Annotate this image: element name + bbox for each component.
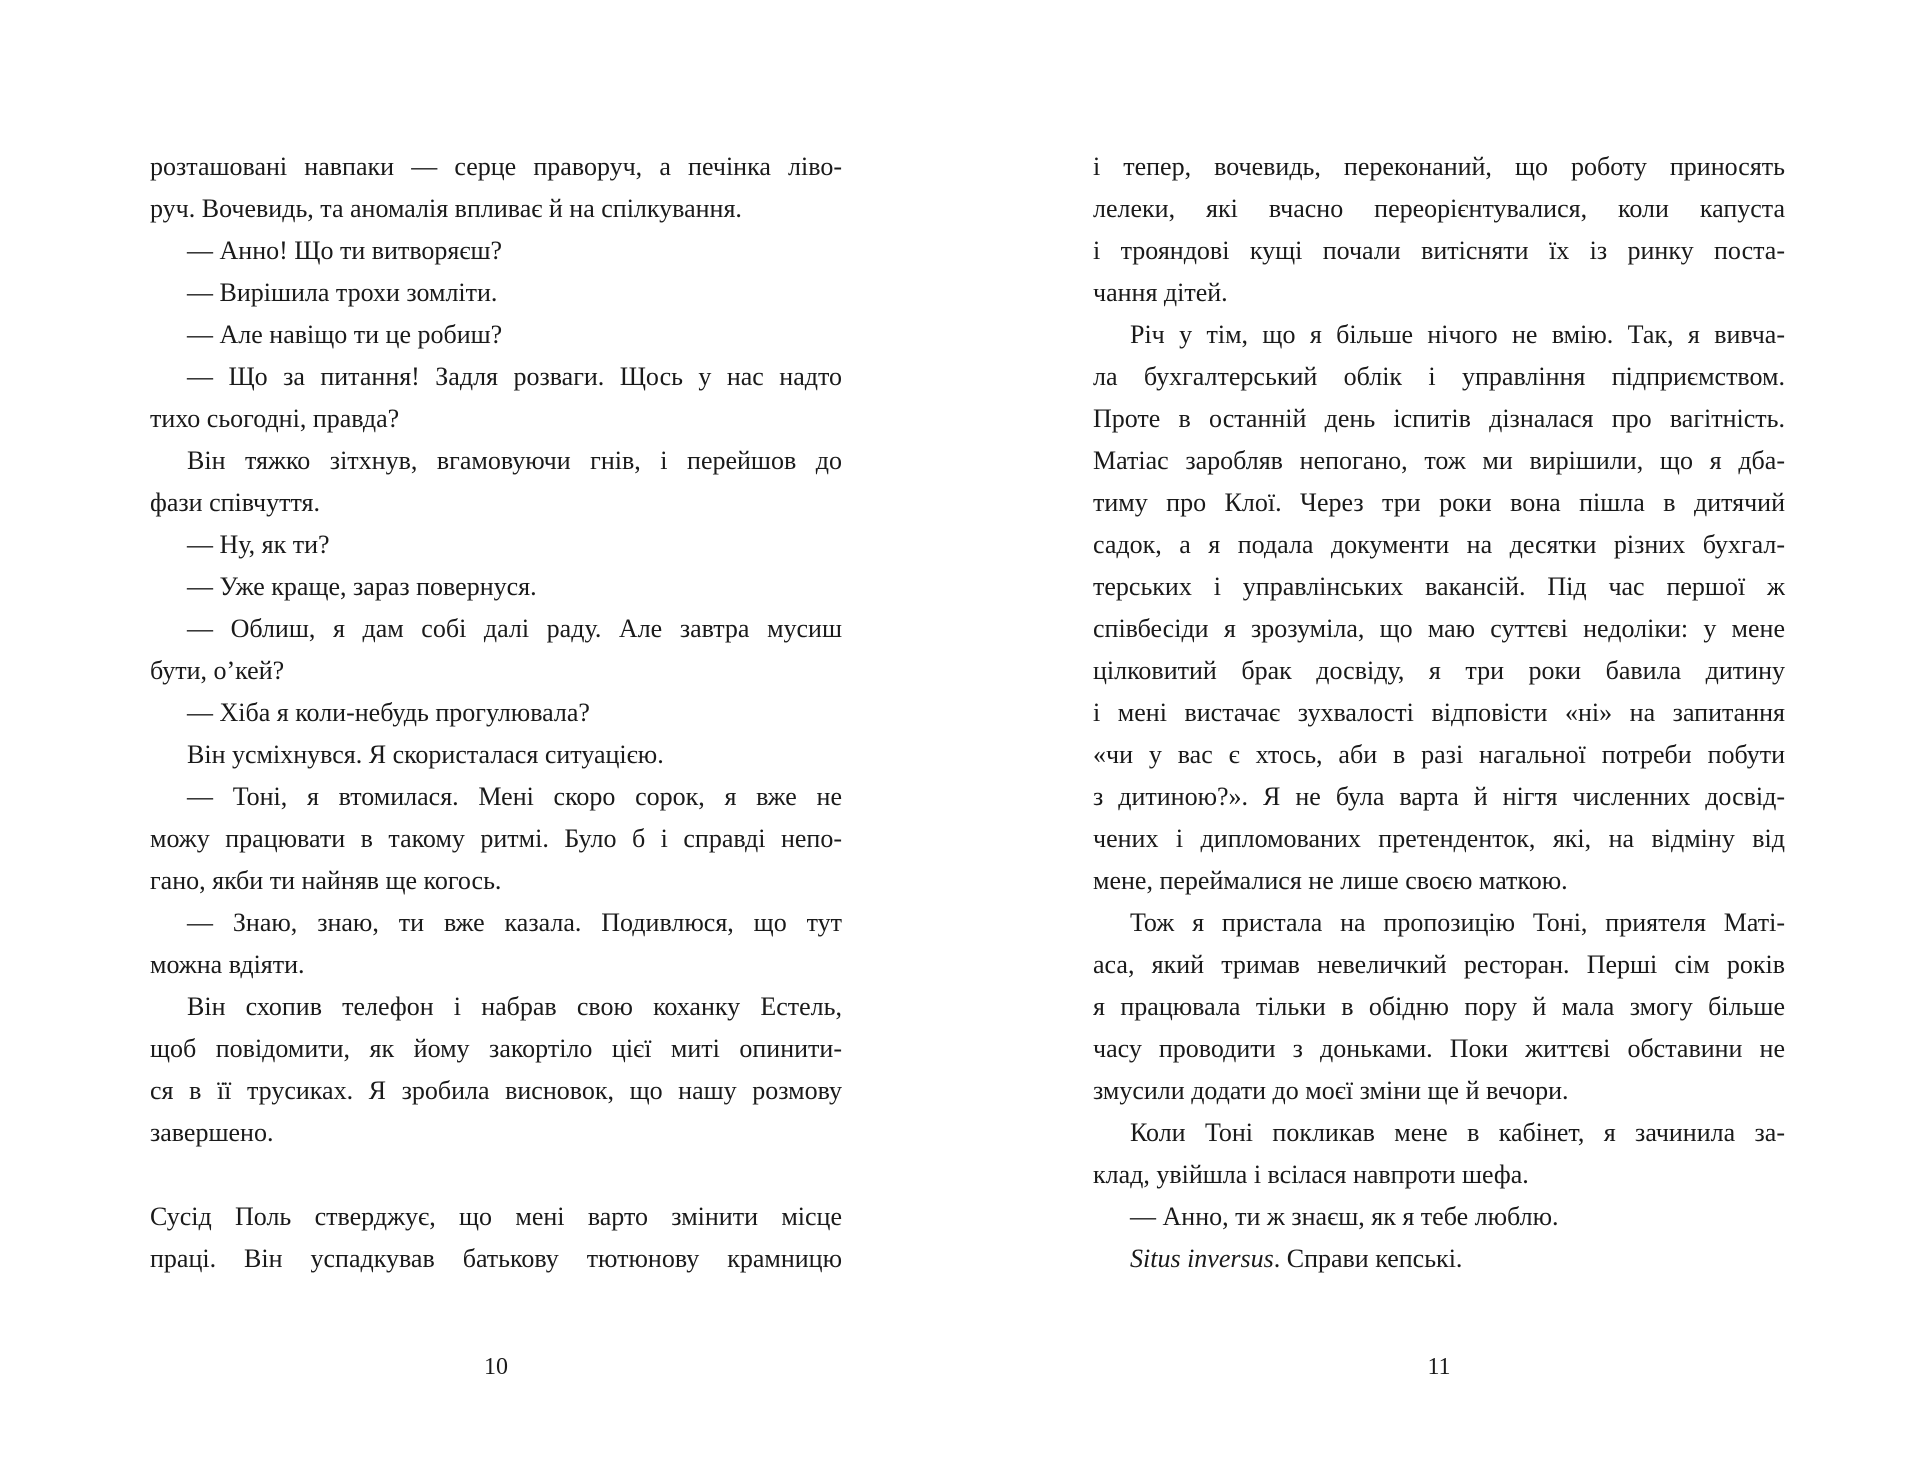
text-line: Коли Тоні покликав мене в кабінет, я зачинила за- [1130,1118,1785,1147]
text-line: бути, о’кей? [150,656,285,685]
dialogue-line: — Знаю, знаю, ти вже казала. Подивлюся, що тут [187,908,842,937]
right-page [1093,146,1785,1280]
text-line: і трояндові кущі почали витісняти їх із ринку поста- [1093,236,1785,265]
text-line: можу працювати в такому ритмі. Було б і справді непо- [150,824,842,853]
text-line: ся в її трусиках. Я зробила висновок, що нашу розмову [150,1076,842,1105]
dialogue-line: — Анно! Що ти витворяєш? [187,236,503,265]
text-line: чання дітей. [1093,278,1228,307]
section-break [150,1154,842,1196]
dialogue-line: — Уже краще, зараз повернуся. [187,572,537,601]
text-line: щоб повідомити, як йому закортіло цієї миті опинити- [150,1034,842,1063]
text-line: клад, увійшла і всілася навпроти шефа. [1093,1160,1529,1189]
text-line: Тож я пристала на пропозицію Тоні, приятеля Маті- [1130,908,1785,937]
text-line: гано, якби ти найняв ще когось. [150,866,502,895]
text-line: завершено. [150,1118,274,1147]
text-line: мене, переймалися не лише своєю маткою. [1093,866,1568,895]
text-line: співбесіди я зрозуміла, що маю суттєві недоліки: у мене [1093,614,1785,643]
dialogue-line: — Ну, як ти? [187,530,330,559]
dialogue-line: — Хіба я коли-небудь прогулювала? [187,698,590,727]
text-line: ла бухгалтерський облік і управління підприємством. [1093,362,1785,391]
text-line: і мені вистачає зухвалості відповісти «ні» на запитання [1093,698,1785,727]
text-line: Сусід Поль стверджує, що мені варто змінити місце [150,1202,842,1231]
text-line: з дитиною?». Я не була варта й нігтя численних досвід- [1093,782,1785,811]
dialogue-line: — Вирішила трохи зомліти. [187,278,498,307]
text-line: і тепер, вочевидь, переконаний, що роботу приносять [1093,152,1785,181]
text-line: аса, який тримав невеличкий ресторан. Перші сім років [1093,950,1785,979]
page-number-left: 10 [484,1354,508,1380]
text-line: чених і дипломованих претенденток, які, на відміну від [1093,824,1785,853]
dialogue-line: — Але навіщо ти це робиш? [187,320,503,349]
text-line: Він тяжко зітхнув, вгамовуючи гнів, і перейшов до [187,446,842,475]
text-line: фази співчуття. [150,488,320,517]
text-line: можна вдіяти. [150,950,305,979]
text-line: змусили додати до моєї зміни ще й вечори. [1093,1076,1569,1105]
dialogue-line: — Що за питання! Задля розваги. Щось у нас надто [187,362,842,391]
text-line: Проте в останній день іспитів дізналася про вагітність. [1093,404,1785,433]
dialogue-line: — Облиш, я дам собі далі раду. Але завтра мусиш [187,614,842,643]
latin-term: Situs inversus [1130,1244,1274,1273]
dialogue-line: — Анно, ти ж знаєш, як я тебе люблю. [1130,1202,1559,1231]
text-line: Він схопив телефон і набрав свою коханку Естель, [187,992,842,1021]
left-page [150,146,842,1280]
text-line: тиму про Клої. Через три роки вона пішла в дитячий [1093,488,1785,517]
dialogue-line: — Тоні, я втомилася. Мені скоро сорок, я вже не [187,782,842,811]
text-line: терських і управлінських вакансій. Під час першої ж [1093,572,1785,601]
text-line: Він усміхнувся. Я скористалася ситуацією. [187,740,664,769]
text-line: Матіас заробляв непогано, тож ми вирішили, що я дба- [1093,446,1785,475]
text-line: я працювала тільки в обідню пору й мала змогу більше [1093,992,1785,1021]
text-line: руч. Вочевидь, та аномалія впливає й на спілкування. [150,194,742,223]
text-line: часу проводити з доньками. Поки життєві обставини не [1093,1034,1785,1063]
text-line: лелеки, які вчасно переорієнтувалися, коли капуста [1093,194,1785,223]
text-line: праці. Він успадкував батькову тютюнову крамницю [150,1244,842,1273]
page-number-right: 11 [1427,1354,1451,1380]
closing-line [1093,1238,1785,1280]
closing-text: . Справи кепські. [1273,1244,1463,1273]
text-line: тихо сьогодні, правда? [150,404,400,433]
text-line: розташовані навпаки — серце праворуч, а печінка ліво- [150,152,842,181]
text-line: «чи у вас є хтось, аби в разі нагальної потреби побути [1093,740,1785,769]
text-line: Річ у тім, що я більше нічого не вмію. Так, я вивча- [1130,320,1785,349]
text-line: цілковитий брак досвіду, я три роки бавила дитину [1093,656,1785,685]
text-line: садок, а я подала документи на десятки різних бухгал- [1093,530,1785,559]
